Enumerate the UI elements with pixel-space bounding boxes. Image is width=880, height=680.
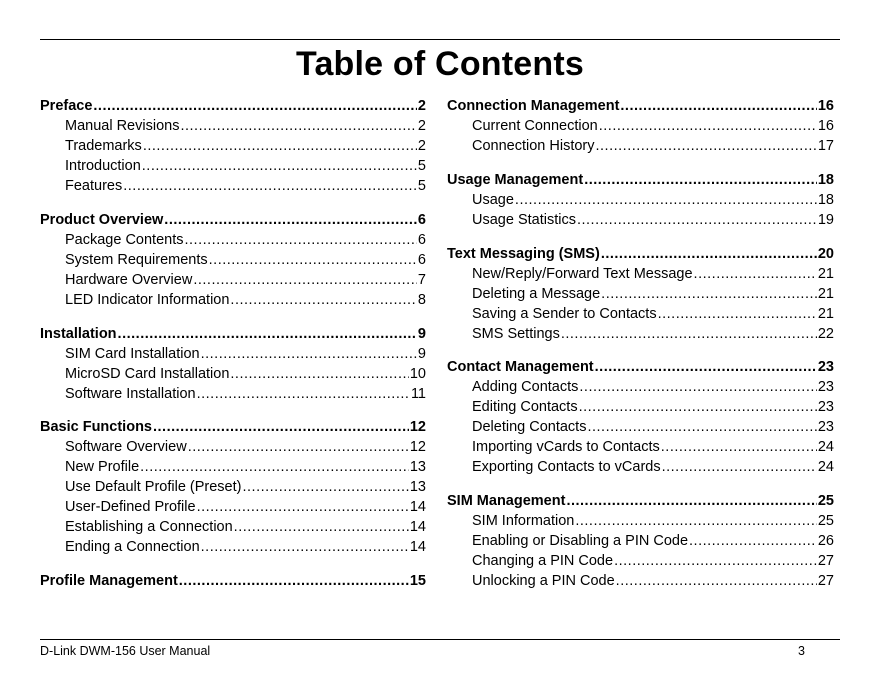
toc-page-number: 10 (409, 365, 426, 382)
toc-entry-label: Establishing a Connection (65, 519, 233, 536)
toc-page-number: 27 (817, 553, 834, 570)
dot-leader (596, 136, 817, 156)
toc-page-number: 11 (410, 385, 426, 402)
toc-entry-label: Contact Management (447, 359, 594, 376)
dot-leader (579, 397, 817, 417)
toc-page-number: 6 (417, 231, 426, 248)
toc-entry[interactable] (40, 230, 426, 250)
toc-section (447, 96, 834, 156)
toc-entry-label: User-Defined Profile (65, 499, 196, 516)
toc-entry-label: Usage Statistics (472, 211, 576, 228)
dot-leader (658, 304, 817, 324)
toc-entry-label: Text Messaging (SMS) (447, 245, 600, 262)
toc-entry-label: Features (65, 178, 123, 194)
toc-page-number: 14 (409, 539, 426, 556)
dot-leader (188, 437, 409, 457)
toc-entry-label: SIM Management (447, 493, 566, 510)
toc-page-number: 26 (817, 533, 834, 550)
toc-entry-label: Editing Contacts (472, 399, 578, 416)
dot-leader (599, 116, 817, 136)
toc-entry-label: SIM Information (472, 513, 575, 530)
dot-leader (242, 477, 408, 497)
dot-leader (123, 176, 417, 196)
toc-entry[interactable] (447, 437, 834, 457)
dot-leader (566, 491, 816, 511)
dot-leader (587, 417, 816, 437)
toc-page-number: 23 (817, 359, 834, 376)
toc-page-number: 23 (817, 379, 834, 396)
toc-page-number: 2 (417, 98, 426, 114)
toc-entry-label: New Profile (65, 459, 140, 476)
toc-entry-label: Changing a PIN Code (472, 553, 614, 570)
toc-entry[interactable] (40, 290, 426, 310)
toc-page-number: 6 (417, 251, 426, 268)
toc-entry[interactable] (447, 457, 834, 477)
toc-section-heading[interactable] (40, 417, 426, 437)
toc-page-number: 21 (817, 285, 834, 302)
dot-leader (180, 116, 416, 136)
toc-entry-label: SMS Settings (472, 325, 560, 342)
dot-leader (179, 571, 409, 591)
toc-entry-label: Current Connection (472, 118, 598, 134)
dot-leader (577, 210, 817, 230)
toc-entry[interactable] (40, 457, 426, 477)
dot-leader (515, 190, 817, 210)
toc-entry-label: Importing vCards to Contacts (472, 439, 660, 456)
toc-entry-label: Enabling or Disabling a PIN Code (472, 533, 689, 550)
toc-entry-label: Software Installation (65, 385, 196, 402)
toc-section (40, 96, 426, 196)
toc-entry[interactable] (447, 190, 834, 210)
toc-entry[interactable] (447, 136, 834, 156)
toc-page-number: 24 (817, 459, 834, 476)
toc-page-number: 24 (817, 439, 834, 456)
toc-entry[interactable] (40, 136, 426, 156)
toc-page-number: 16 (817, 98, 834, 114)
toc-section (40, 417, 426, 557)
toc-page-number: 7 (417, 271, 426, 288)
toc-entry-label: Package Contents (65, 231, 184, 248)
toc-entry-label: Use Default Profile (Preset) (65, 479, 242, 496)
toc-page-number: 18 (817, 171, 834, 188)
dot-leader (689, 531, 817, 551)
toc-section (447, 491, 834, 591)
toc-section-heading[interactable] (40, 210, 426, 230)
toc-section-heading[interactable] (447, 357, 834, 377)
dot-leader (93, 96, 417, 116)
toc-entry[interactable] (40, 537, 426, 557)
dot-leader (575, 511, 817, 531)
toc-section-heading[interactable] (40, 324, 426, 344)
toc-page-number: 2 (417, 118, 426, 134)
toc-entry[interactable] (40, 250, 426, 270)
toc-entry-label: Deleting a Message (472, 285, 601, 302)
dot-leader (209, 250, 417, 270)
dot-leader (142, 156, 417, 176)
dot-leader (197, 497, 409, 517)
toc-section-heading[interactable] (447, 170, 834, 190)
dot-leader (230, 290, 417, 310)
toc-page-number: 9 (417, 345, 426, 362)
toc-entry-label: SIM Card Installation (65, 345, 200, 362)
dot-leader (153, 417, 409, 437)
toc-page-number: 6 (417, 211, 426, 228)
dot-leader (197, 384, 410, 404)
toc-section (40, 210, 426, 310)
dot-leader (694, 264, 817, 284)
dot-leader (614, 551, 817, 571)
dot-leader (616, 571, 817, 591)
dot-leader (601, 244, 817, 264)
toc-entry[interactable] (40, 477, 426, 497)
toc-entry-label: LED Indicator Information (65, 291, 230, 308)
toc-entry-label: Saving a Sender to Contacts (472, 305, 657, 322)
footer-manual-title: D-Link DWM-156 User Manual (40, 644, 211, 658)
toc-entry[interactable] (447, 511, 834, 531)
toc-page-number: 23 (817, 419, 834, 436)
dot-leader (230, 364, 408, 384)
toc-entry[interactable] (447, 116, 834, 136)
top-rule (40, 39, 840, 40)
toc-entry-label: Unlocking a PIN Code (472, 573, 615, 590)
toc-page-number: 27 (817, 573, 834, 590)
toc-page-number: 21 (817, 305, 834, 322)
toc-entry[interactable] (447, 210, 834, 230)
toc-entry[interactable] (447, 284, 834, 304)
toc-entry[interactable] (40, 364, 426, 384)
toc-right-column (447, 96, 834, 605)
toc-page-number: 20 (817, 245, 834, 262)
dot-leader (140, 457, 409, 477)
toc-section (40, 571, 426, 591)
toc-entry[interactable] (447, 304, 834, 324)
toc-section (40, 324, 426, 404)
toc-entry-label: Ending a Connection (65, 539, 200, 556)
toc-page-number: 9 (417, 325, 426, 342)
dot-leader (164, 210, 417, 230)
dot-leader (662, 457, 817, 477)
toc-entry-label: Basic Functions (40, 419, 152, 436)
toc-entry-label: Hardware Overview (65, 271, 193, 288)
dot-leader (601, 284, 817, 304)
toc-page-number: 25 (817, 493, 834, 510)
footer-page-number: 3 (798, 644, 805, 658)
toc-entry-label: Connection Management (447, 98, 620, 114)
dot-leader (193, 270, 417, 290)
toc-page-number: 13 (409, 459, 426, 476)
toc-page-number: 8 (417, 291, 426, 308)
toc-entry-label: System Requirements (65, 251, 208, 268)
toc-entry-label: Usage (472, 191, 514, 208)
toc-page-number: 5 (417, 178, 426, 194)
toc-entry[interactable] (40, 116, 426, 136)
toc-entry[interactable] (40, 344, 426, 364)
toc-entry-label: New/Reply/Forward Text Message (472, 265, 693, 282)
toc-entry[interactable] (40, 497, 426, 517)
toc-entry-label: Usage Management (447, 171, 584, 188)
toc-entry-label: Profile Management (40, 573, 178, 590)
toc-page-number: 25 (817, 513, 834, 530)
toc-entry-label: Deleting Contacts (472, 419, 587, 436)
toc-entry[interactable] (447, 397, 834, 417)
dot-leader (620, 96, 816, 116)
page-title: Table of Contents (296, 45, 584, 83)
dot-leader (143, 136, 417, 156)
toc-page-number: 19 (817, 211, 834, 228)
toc-section-heading[interactable] (40, 96, 426, 116)
toc-page-number: 21 (817, 265, 834, 282)
toc-section (447, 170, 834, 230)
toc-section (447, 244, 834, 344)
toc-page-number: 2 (417, 138, 426, 154)
footer-rule (40, 639, 840, 640)
dot-leader (118, 324, 417, 344)
dot-leader (561, 324, 817, 344)
toc-section (447, 357, 834, 477)
toc-page-number: 12 (409, 439, 426, 456)
toc-entry-label: Installation (40, 325, 117, 342)
toc-entry[interactable] (447, 551, 834, 571)
toc-entry[interactable] (447, 264, 834, 284)
dot-leader (584, 170, 817, 190)
dot-leader (661, 437, 817, 457)
toc-page-number: 16 (817, 118, 834, 134)
dot-leader (201, 344, 417, 364)
toc-entry-label: Exporting Contacts to vCards (472, 459, 661, 476)
toc-page-number: 22 (817, 325, 834, 342)
toc-entry-label: MicroSD Card Installation (65, 365, 230, 382)
toc-section-heading[interactable] (447, 244, 834, 264)
toc-page-number: 5 (417, 158, 426, 174)
toc-page-number: 17 (817, 138, 834, 154)
toc-page-number: 12 (409, 419, 426, 436)
toc-entry-label: Adding Contacts (472, 379, 579, 396)
toc-entry-label: Product Overview (40, 211, 164, 228)
toc-page-number: 14 (409, 499, 426, 516)
toc-entry-label: Connection History (472, 138, 595, 154)
toc-entry[interactable] (447, 531, 834, 551)
toc-entry[interactable] (40, 517, 426, 537)
dot-leader (234, 517, 409, 537)
toc-entry[interactable] (447, 417, 834, 437)
dot-leader (595, 357, 817, 377)
dot-leader (201, 537, 409, 557)
toc-entry[interactable] (447, 571, 834, 591)
toc-section-heading[interactable] (40, 571, 426, 591)
toc-page-number: 13 (409, 479, 426, 496)
toc-entry[interactable] (40, 384, 426, 404)
toc-entry-label: Preface (40, 98, 93, 114)
toc-left-column (40, 96, 426, 605)
toc-page-number: 14 (409, 519, 426, 536)
toc-entry[interactable] (447, 324, 834, 344)
toc-entry-label: Trademarks (65, 138, 142, 154)
toc-page-number: 23 (817, 399, 834, 416)
toc-entry-label: Introduction (65, 158, 141, 174)
toc-section-heading[interactable] (447, 96, 834, 116)
toc-entry[interactable] (40, 437, 426, 457)
toc-entry[interactable] (40, 270, 426, 290)
toc-entry[interactable] (40, 156, 426, 176)
toc-entry[interactable] (447, 377, 834, 397)
toc-page-number: 18 (817, 191, 834, 208)
toc-entry-label: Manual Revisions (65, 118, 180, 134)
dot-leader (579, 377, 816, 397)
toc-section-heading[interactable] (447, 491, 834, 511)
toc-entry-label: Software Overview (65, 439, 187, 456)
dot-leader (185, 230, 417, 250)
toc-page-number: 15 (409, 573, 426, 590)
toc-entry[interactable] (40, 176, 426, 196)
